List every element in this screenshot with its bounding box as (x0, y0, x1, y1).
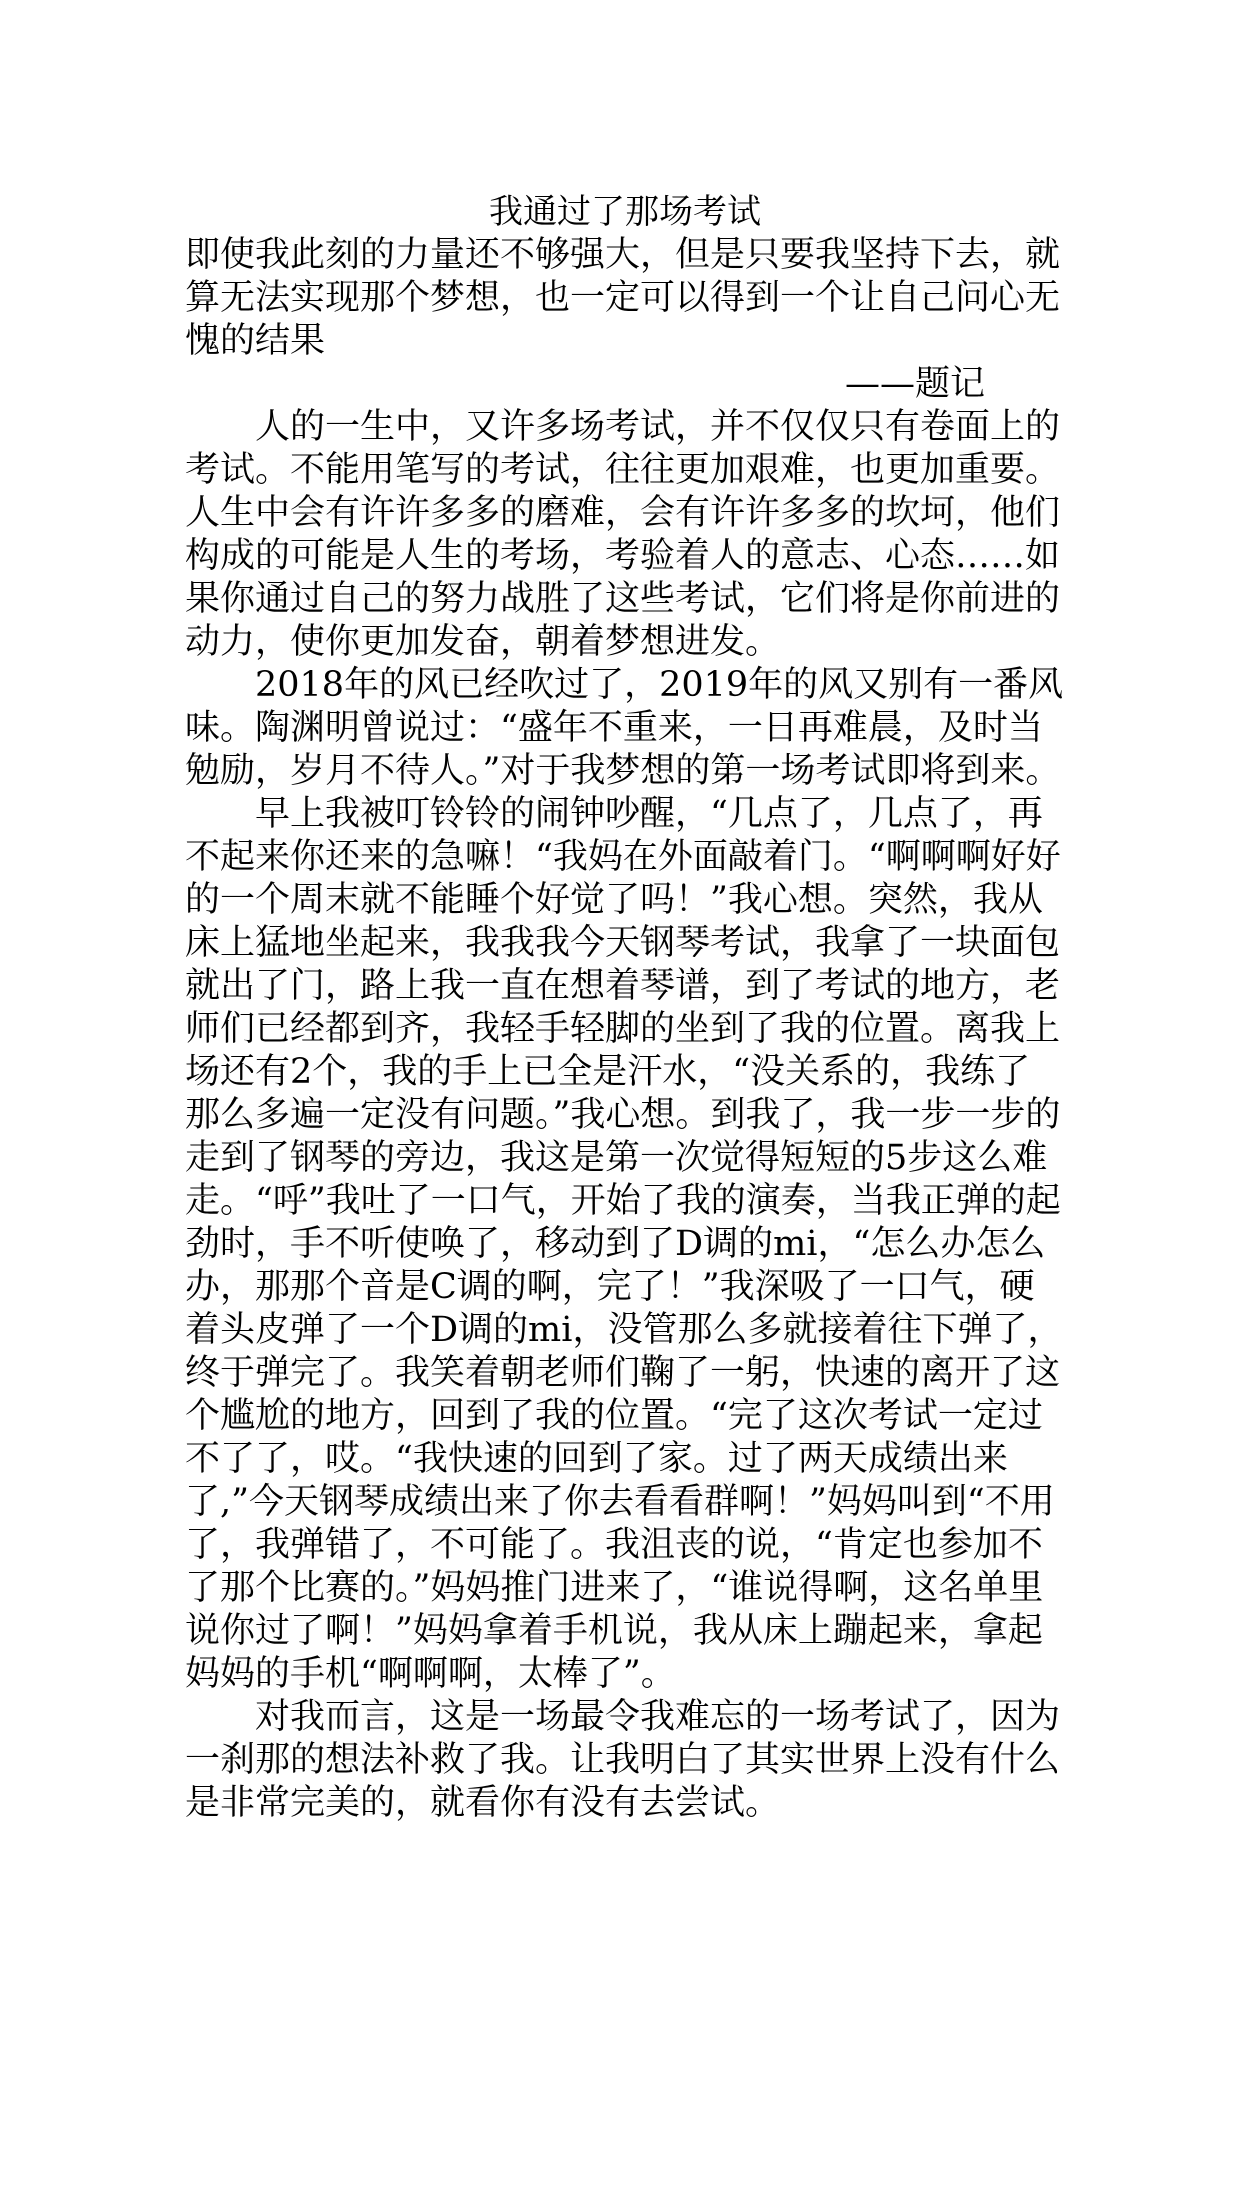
paragraph-new-year: 2018年的风已经吹过了，2019年的风又别有一番风味。陶渊明曾说过：“盛年不重来，一日再难晨，及时当勉励，岁月不待人。”对于我梦想的第一场考试即将到来。 (185, 665, 1064, 791)
paragraph-exam-story: 早上我被叮铃铃的闹钟吵醒，“几点了，几点了，再不起来你还来的急嘛！“我妈在外面敲着门。“啊啊啊好好的一个周末就不能睡个好觉了吗！”我心想。突然，我从床上猛地坐起来，我我我今天钢琴考试，我拿了一块面包就出了门，路上我一直在想着琴谱，到了考试的地方，老师们已经都到齐，我轻手轻脚的坐到了我的位置。离我上场还有2个，我的手上已全是汗水，“没关系的，我练了那么多遍一定没有问题。”我心想。到我了，我一步一步的走到了钢琴的旁边，我这是第一次觉得短短的5步这么难走。“呼”我吐了一口气，开始了我的演奏，当我正弹的起劲时，手不听使唤了，移动到了D调的mi，“怎么办怎么办，那那个音是C调的啊，完了！”我深吸了一口气，硬着头皮弹了一个D调的mi，没管那么多就接着往下弹了，终于弹完了。我笑着朝老师们鞠了一躬，快速的离开了这个尴尬的地方，回到了我的位置。“完了这次考试一定过不了了，哎。“我快速的回到了家。过了两天成绩出来了,”今天钢琴成绩出来了你去看看群啊！”妈妈叫到“不用了，我弹错了，不可能了。我沮丧的说，“肯定也参加不了那个比赛的。”妈妈推门进来了，“谁说得啊，这名单里说你过了啊！”妈妈拿着手机说，我从床上蹦起来，拿起妈妈的手机“啊啊啊，太棒了”。 (185, 794, 1063, 1694)
paragraph-conclusion: 对我而言，这是一场最令我难忘的一场考试了，因为一刹那的想法补救了我。让我明白了其实世界上没有什么是非常完美的，就看你有没有去尝试。 (185, 1697, 1061, 1823)
document-title: 我通过了那场考试 (489, 192, 761, 232)
paragraph-intro: 人的一生中，又许多场考试，并不仅仅只有卷面上的考试。不能用笔写的考试，往往更加艰难，也更加重要。人生中会有许许多多的磨难，会有许许多多的坎坷，他们构成的可能是人生的考场，考验着人的意志、心态……如果你通过自己的努力战胜了这些考试，它们将是你前进的动力，使你更加发奋，朝着梦想进发。 (185, 407, 1061, 662)
document-page (185, 190, 1065, 1825)
epigraph-attribution: ——题记 (844, 364, 985, 404)
epigraph: 即使我此刻的力量还不够强大，但是只要我坚持下去，就算无法实现那个梦想，也一定可以得到一个让自己问心无愧的结果 (185, 235, 1061, 361)
